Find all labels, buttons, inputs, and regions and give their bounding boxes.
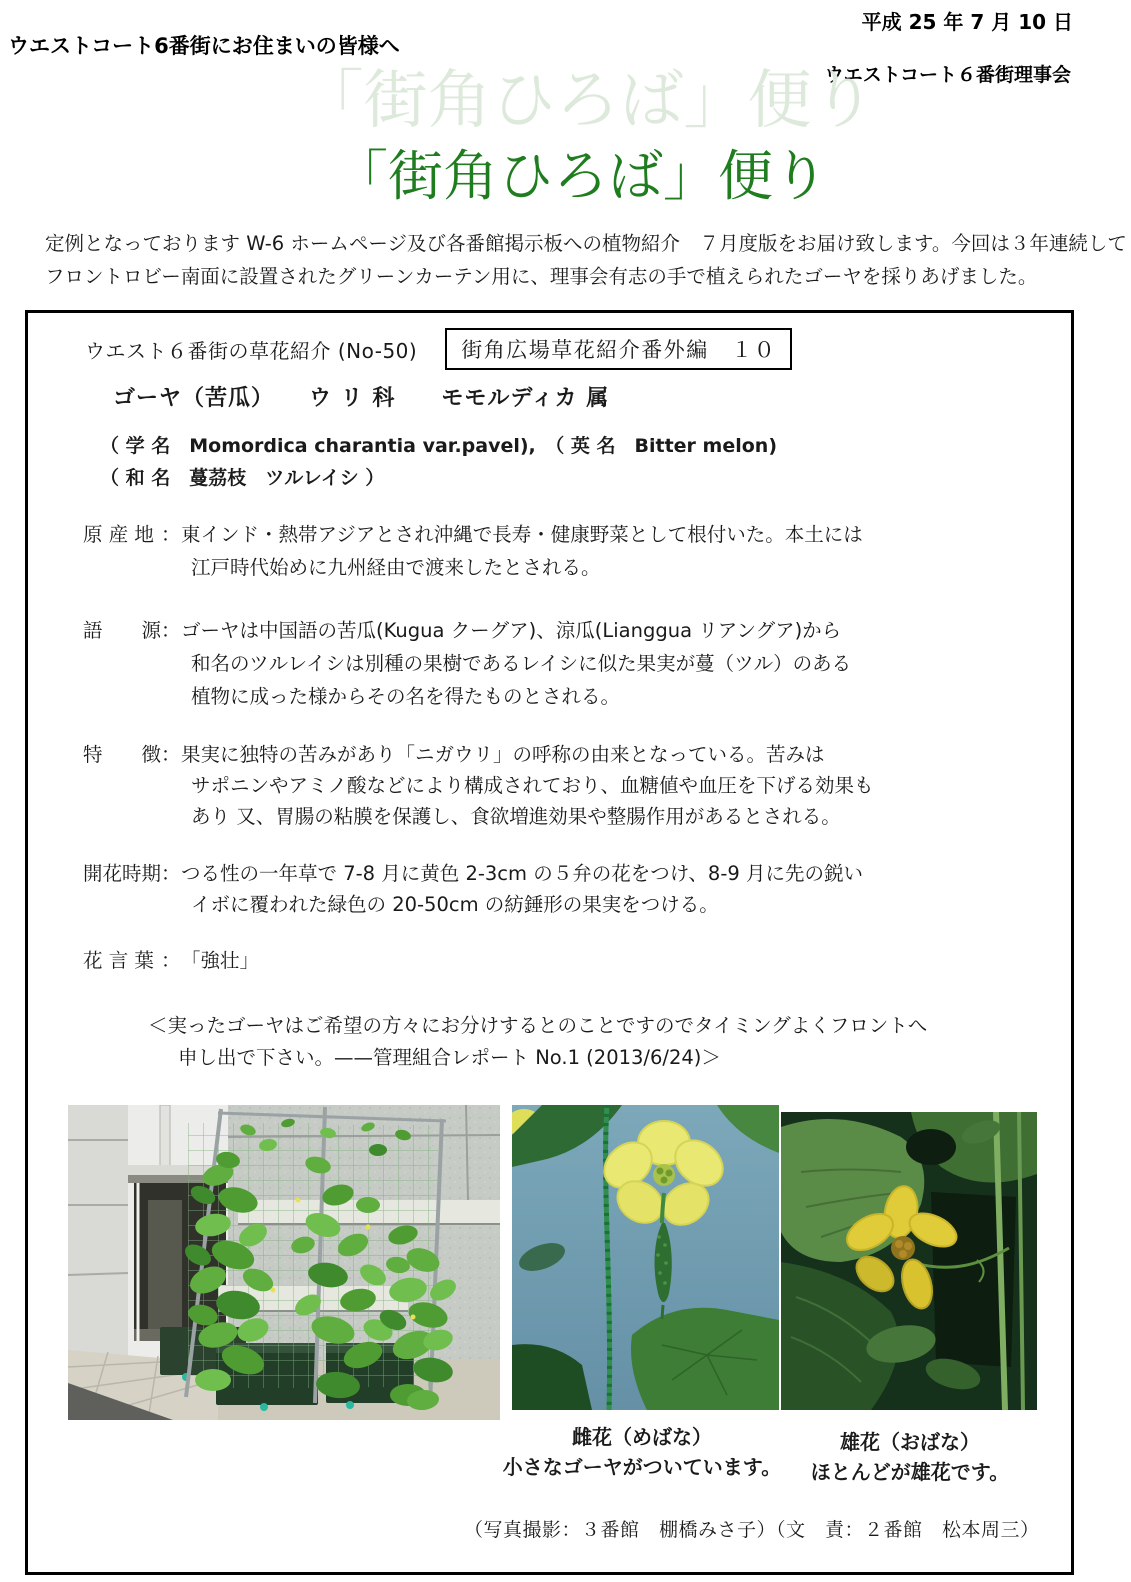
section-etymology: 語 源：ゴーヤは中国語の苦瓜(Kugua クーグア)、涼瓜(Lianggua リアングア)から 和名のツルレイシは別種の果樹であるレイシに似た果実が蔓（ツル）のある 植物に成った様からその名を得たものとされる。	[83, 614, 851, 713]
addressee-line: ウエストコート6番街にお住まいの皆様へ	[8, 34, 400, 58]
section-flower-language-label: 花 言 葉	[83, 949, 154, 972]
section-bloom-label: 開花時期	[83, 862, 162, 885]
photo-green-curtain	[68, 1105, 500, 1420]
green-curtain-illustration	[68, 1105, 500, 1420]
female-flower-illustration	[512, 1105, 779, 1410]
series-title: ウエスト６番街の草花紹介 (No-50)	[85, 338, 418, 363]
section-origin-label: 原 産 地	[83, 523, 154, 546]
caption-female-flower: 雌花（めばな） 小さなゴーヤがついています。	[502, 1425, 782, 1479]
intro-paragraph	[45, 227, 1127, 293]
intro-line-1: 定例となっております W-6 ホームページ及び各番館掲示板への植物紹介 ７月度版をお届け致します。今回は３年連続して	[45, 232, 1127, 255]
male-flower-illustration	[781, 1112, 1037, 1410]
plant-heading: ゴーヤ（苦瓜） ウ リ 科 モモルディカ 属	[113, 386, 610, 411]
section-flower-language: 花 言 葉 ：「強壮」	[83, 945, 259, 976]
content-box	[25, 310, 1074, 1575]
series-badge: 街角広場草花紹介番外編 １０	[445, 328, 792, 370]
page-title: 「街角ひろば」便り	[332, 144, 828, 208]
issuer-line: ウエストコート６番街理事会	[824, 64, 1071, 86]
photo-male-flower	[781, 1112, 1037, 1410]
credit-line: （写真撮影：３番館 棚橋みさ子）（文 責：２番館 松本周三）	[464, 1519, 1040, 1541]
japanese-name-line: （ 和 名 蔓茘枝 ツルレイシ ）	[100, 467, 385, 489]
section-bloom-period: 開花時期：つる性の一年草で 7-8 月に黄色 2-3cm の５弁の花をつけ、8-9 月に先の鋭い イボに覆われた緑色の 20-50cm の紡錘形の果実をつける。	[83, 858, 863, 920]
title-watermark: 「街角ひろば」便り	[299, 64, 876, 138]
caption-male-flower: 雄花（おばな） ほとんどが雄花です。	[810, 1430, 1010, 1484]
section-features-label: 特 徴	[83, 743, 162, 766]
issue-date: 平成 25 年 7 月 10 日	[861, 10, 1073, 34]
intro-line-2: フロントロビー南面に設置されたグリーンカーテン用に、理事会有志の手で植えられたゴーヤを採りあげました。	[45, 265, 1038, 288]
section-origin: 原 産 地 ：東インド・熱帯アジアとされ沖縄で長寿・健康野菜として根付いた。本土には 江戸時代始めに九州経由で渡来したとされる。	[83, 518, 863, 584]
series-header	[85, 328, 792, 370]
scientific-name-line: （ 学 名 Momordica charantia var.pavel), （ 英 名 Bitter melon)	[100, 435, 777, 457]
handout-notice: ＜実ったゴーヤはご希望の方々にお分けするとのことですのでタイミングよくフロントへ 申し出で下さい。——管理組合レポート No.1 (2013/6/24)＞	[148, 1014, 928, 1069]
photo-female-flower	[512, 1105, 779, 1410]
section-etymology-label: 語 源	[83, 619, 162, 642]
section-features: 特 徴：果実に独特の苦みがあり「ニガウリ」の呼称の由来となっている。苦みは サポニンやアミノ酸などにより構成されており、血糖値や血圧を下げる効果も あり 又、胃腸の粘膜を保護し、食欲増進効果や整腸作用があるとされる。	[83, 739, 874, 832]
